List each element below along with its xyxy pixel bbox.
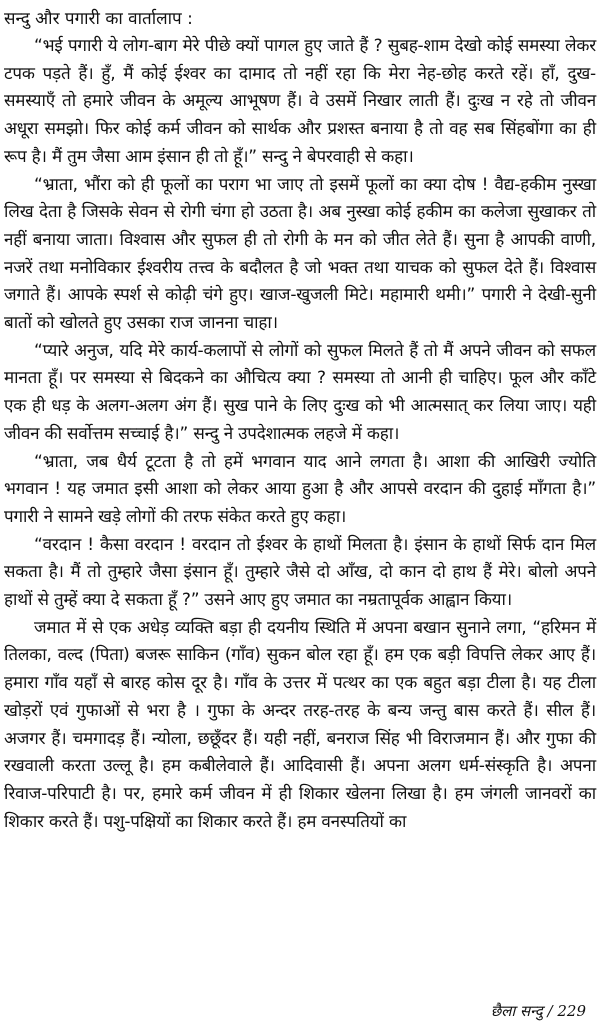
paragraph: “भ्राता, जब धैर्य टूटता है तो हमें भगवान याद आने लगता है। आशा की आखिरी ज्योति भगवान ! यह जमात इसी आशा को लेकर आया हुआ है और आपसे वरदान की दुहाई माँगता है।” पगारी ने सामने खड़े लोगों की तरफ संकेत करते हुए कहा।: [4, 451, 596, 527]
paragraph: “भई पगारी ये लोग-बाग मेरे पीछे क्यों पागल हुए जाते हैं ? सुबह-शाम देखो कोई समस्या लेकर टपक पड़ते हैं। हुँ, मैं कोई ईश्वर का दामाद तो नहीं रहा कि मेरा नेह-छोह करते रहें। हाँ, दुख-समस्याएँ तो हमारे जीवन के अमूल्य आभूषण हैं। वे उसमें निखार लाती हैं। दुःख न रहे तो जीवन अधूरा समझो। फिर कोई कर्म जीवन को सार्थक और प्रशस्त बनाया है तो वह सब सिंहबोंगा का ही रूप है। मैं तुम जैसा आम इंसान ही तो हूँ।” सन्दु ने बेपरवाही से कहा।: [4, 36, 596, 167]
paragraph: “प्यारे अनुज, यदि मेरे कार्य-कलापों से लोगों को सुफल मिलते हैं तो मैं अपने जीवन को सफल मानता हूँ। पर समस्या से बिदकने का औचित्य क्या ? समस्या तो आनी ही चाहिए। फूल और काँटे एक ही धड़ के अलग-अलग अंग हैं। सुख पाने के लिए दुःख को भी आत्मसात् कर लिया जाए। यही जीवन की सर्वोत्तम सच्चाई है।” सन्दु ने उपदेशात्मक लहजे में कहा।: [4, 340, 596, 444]
section-heading: सन्दु और पगारी का वार्तालाप :: [4, 9, 193, 29]
paragraph: “वरदान ! कैसा वरदान ! वरदान तो ईश्वर के हाथों मिलता है। इंसान के हाथों सिर्फ दान मिल सकता है। मैं तो तुम्हारे जैसा इंसान हूँ। तुम्हारे जैसे दो आँख, दो कान दो हाथ हैं मेरे। बोलो अपने हाथों से तुम्हें क्या दे सकता हूँ ?” उसने आए हुए जमात का नम्रतापूर्वक आह्वान किया।: [4, 534, 596, 611]
paragraph: जमात में से एक अधेड़ व्यक्ति बड़ा ही दयनीय स्थिति में अपना बखान सुनाने लगा, “हरिमन में तिलका, वल्द (पिता) बजरू साकिन (गाँव) सुकन बोल रहा हूँ। हम एक बड़ी विपत्ति लेकर आए हैं। हमारा गाँव यहाँ से बारह कोस दूर है। गाँव के उत्तर में पत्थर का एक बहुत बड़ा टीला है। यह टीला खोड़रों एवं गुफाओं से भरा है । गुफा के अन्दर तरह-तरह के बन्य जन्तु बास करते हैं। सील हैं। अजगर हैं। चमगादड़ हैं। न्योला, छछूँदर हैं। यही नहीं, बनराज सिंह भी विराजमान हैं। और गुफा की रखवाली करता उल्लू है। हम कबीलेवाले हैं। आदिवासी हैं। अपना अलग धर्म-संस्कृति है। अपना रिवाज-परिपाटी है। पर, हमारे कर्म जीवन में ही शिकार खेलना लिखा है। हम जंगली जानवरों का शिकार करते हैं। पशु-पक्षियों का शिकार करते हैं। हम वनस्पतियों का: [4, 617, 596, 832]
page-footer: छैला सन्दु / 229: [490, 1002, 586, 1020]
paragraph: “भ्राता, भौंरा को ही फूलों का पराग भा जाए तो इसमें फूलों का क्या दोष ! वैद्य-हकीम नुस्खा लिख देता है जिसके सेवन से रोगी चंगा हो उठता है। अब नुस्खा कोई हकीम का कलेजा सुखाकर तो नहीं बनाया जाता। विश्वास और सुफल ही तो रोगी के मन को जीत लेते हैं। सुना है आपकी वाणी, नजरें तथा मनोविकार ईश्वरीय तत्त्व के बदौलत है जो भक्त तथा याचक को सुफल देते हैं। विश्वास जगाते हैं। आपके स्पर्श से कोढ़ी चंगे हुए। खाज-खुजली मिटे। महामारी थमी।” पगारी ने देखी-सुनी बातों को खोलते हुए उसका राज जानना चाहा।: [4, 174, 596, 334]
